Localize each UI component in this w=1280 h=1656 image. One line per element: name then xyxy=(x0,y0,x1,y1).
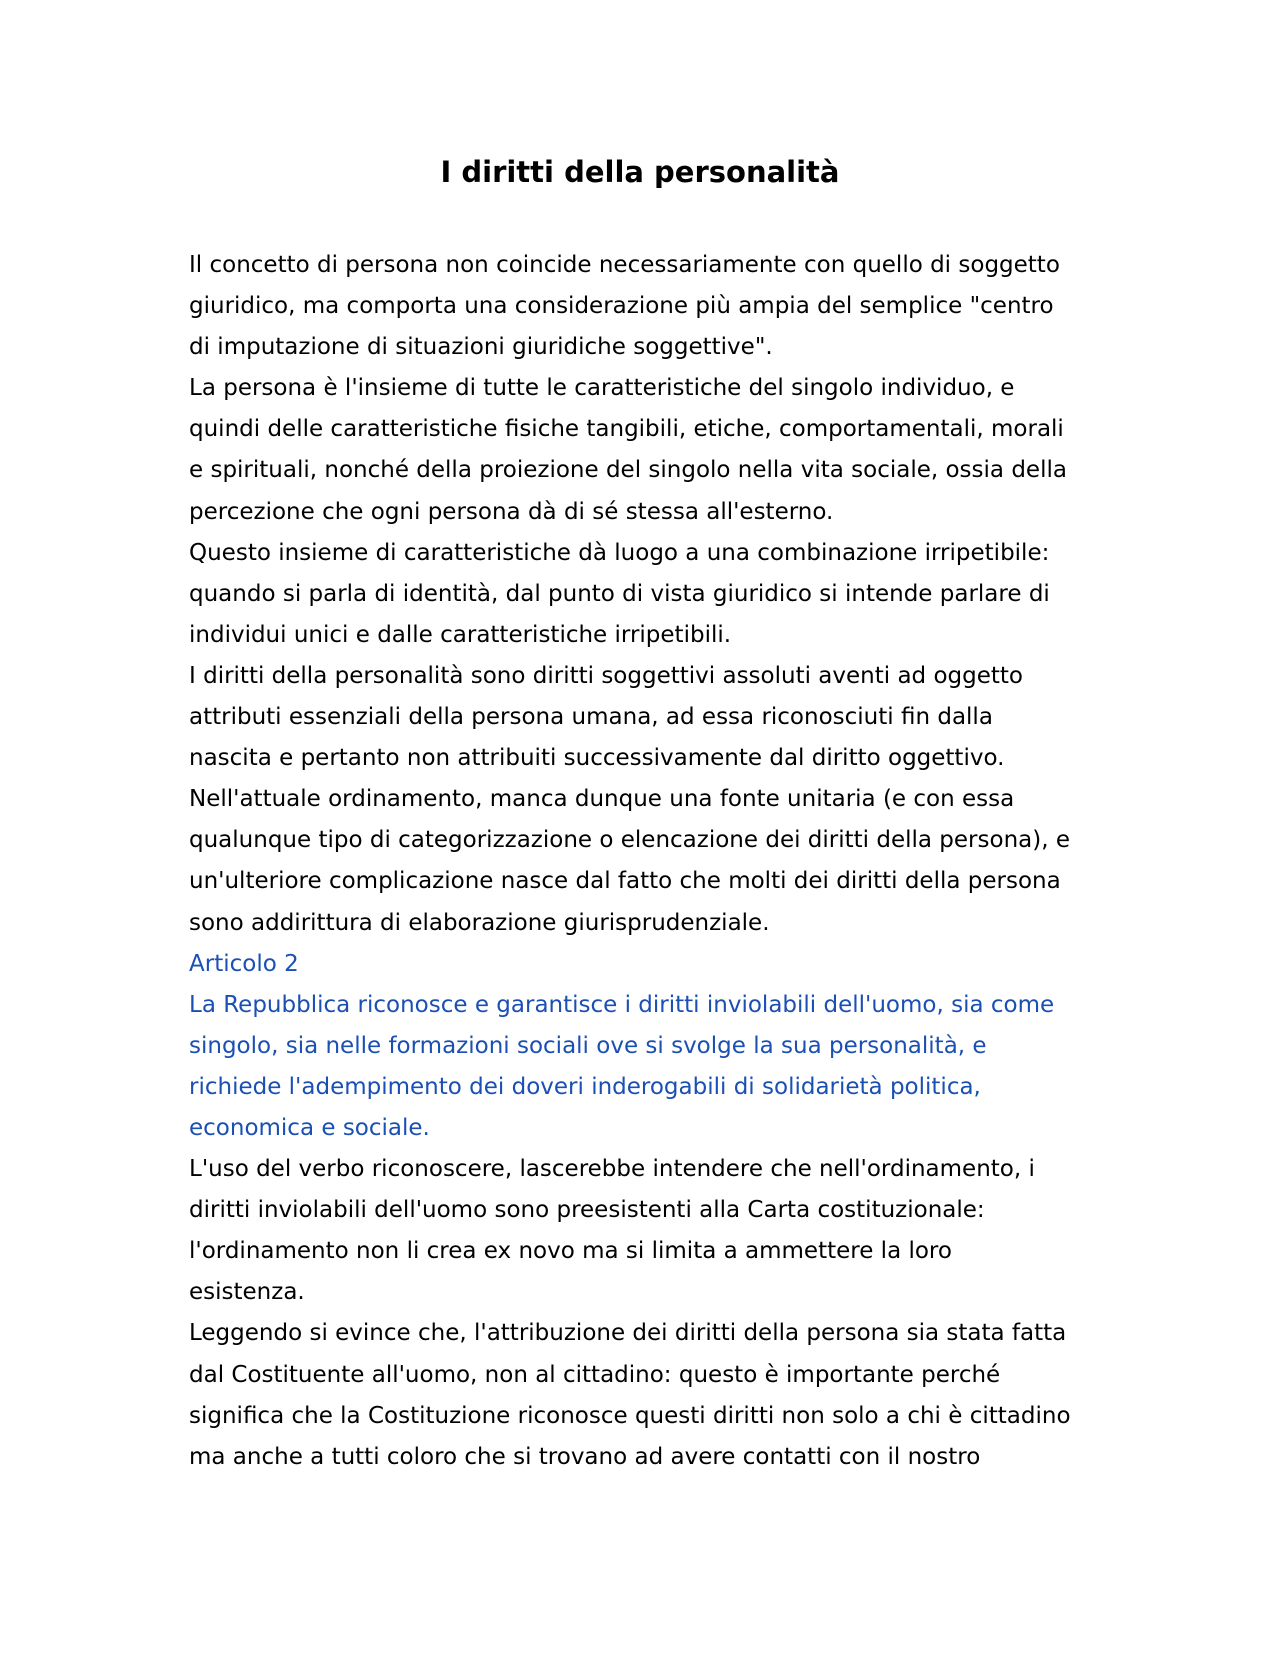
text-line: Nell'attuale ordinamento, manca dunque una fonte unitaria (e con essa xyxy=(189,786,1015,813)
text-line: I diritti della personalità sono diritti soggettivi assoluti aventi ad oggetto xyxy=(189,662,1023,689)
text-line: ma anche a tutti coloro che si trovano ad avere contatti con il nostro xyxy=(189,1443,981,1470)
text-line: quindi delle caratteristiche fisiche tangibili, etiche, comportamentali, morali xyxy=(189,416,1064,443)
text-line: dal Costituente all'uomo, non al cittadino: questo è importante perché xyxy=(189,1361,1001,1388)
text-line: Questo insieme di caratteristiche dà luogo a una combinazione irripetibile: xyxy=(189,539,1050,566)
text-line: attributi essenziali della persona umana, ad essa riconosciuti fin dalla xyxy=(189,704,993,731)
quoted-article-line: Articolo 2 xyxy=(189,950,299,977)
text-line: significa che la Costituzione riconosce questi diritti non solo a chi è cittadino xyxy=(189,1402,1071,1429)
text-line: esistenza. xyxy=(189,1279,305,1306)
text-line: e spirituali, nonché della proiezione del singolo nella vita sociale, ossia della xyxy=(189,457,1067,484)
text-line: quando si parla di identità, dal punto di vista giuridico si intende parlare di xyxy=(189,580,1050,607)
body-text xyxy=(189,245,1104,1478)
text-line: individui unici e dalle caratteristiche irripetibili. xyxy=(189,621,732,648)
text-line: l'ordinamento non li crea ex novo ma si limita a ammettere la loro xyxy=(189,1238,952,1265)
text-line: Il concetto di persona non coincide necessariamente con quello di soggetto xyxy=(189,252,1060,278)
quoted-article-line: richiede l'adempimento dei doveri inderogabili di solidarietà politica, xyxy=(189,1073,981,1100)
text-line: diritti inviolabili dell'uomo sono preesistenti alla Carta costituzionale: xyxy=(189,1197,985,1224)
quoted-article-line: La Repubblica riconosce e garantisce i diritti inviolabili dell'uomo, sia come xyxy=(189,991,1055,1018)
text-line: sono addirittura di elaborazione giurisprudenziale. xyxy=(189,909,770,936)
text-line: L'uso del verbo riconoscere, lascerebbe intendere che nell'ordinamento, i xyxy=(189,1156,1035,1183)
text-line: La persona è l'insieme di tutte le caratteristiche del singolo individuo, e xyxy=(189,375,1015,402)
text-line: percezione che ogni persona dà di sé stessa all'esterno. xyxy=(189,498,834,525)
text-line: Leggendo si evince che, l'attribuzione dei diritti della persona sia stata fatta xyxy=(189,1320,1067,1347)
text-line: nascita e pertanto non attribuiti successivamente dal diritto oggettivo. xyxy=(189,745,1005,772)
quoted-article-line: singolo, sia nelle formazioni sociali ove si svolge la sua personalità, e xyxy=(189,1032,987,1059)
text-line: un'ulteriore complicazione nasce dal fatto che molti dei diritti della persona xyxy=(189,868,1061,895)
text-line: di imputazione di situazioni giuridiche soggettive". xyxy=(189,334,773,361)
page-title: I diritti della personalità xyxy=(440,155,840,189)
text-line: giuridico, ma comporta una considerazione più ampia del semplice "centro xyxy=(189,293,1054,320)
text-line: qualunque tipo di categorizzazione o elencazione dei diritti della persona), e xyxy=(189,827,1070,854)
quoted-article-line: economica e sociale. xyxy=(189,1114,430,1141)
